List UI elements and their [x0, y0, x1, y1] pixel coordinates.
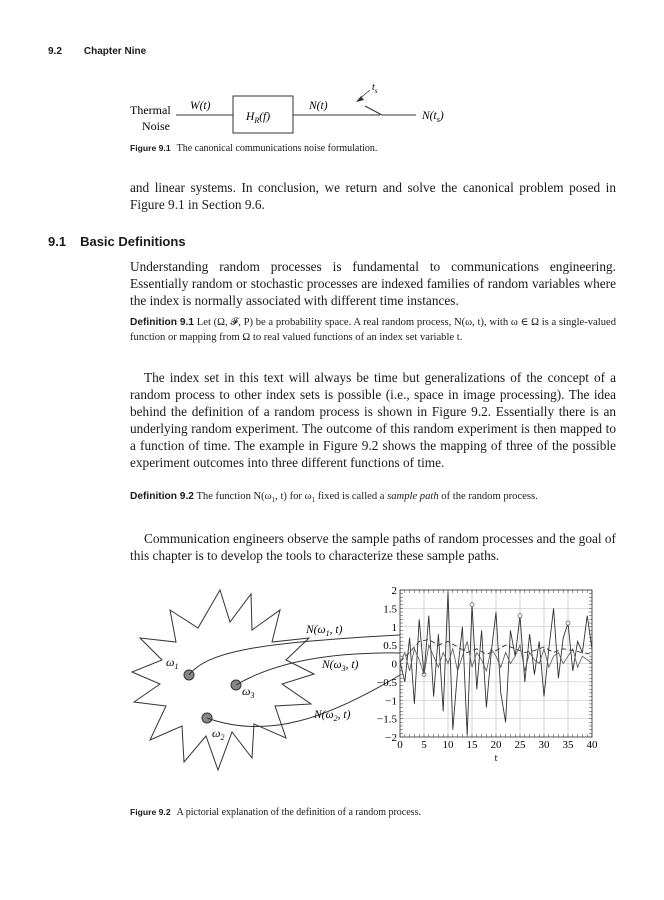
figure-9-1-caption — [130, 143, 377, 154]
omega3-label: $\omega_3$ — [242, 684, 255, 700]
caption-text: The canonical communications noise formulation. — [176, 143, 378, 154]
x-tick-label: 30 — [538, 739, 550, 751]
x-tick-label: 5 — [421, 739, 427, 751]
data-point — [566, 621, 570, 625]
y-tick-label: 1.5 — [383, 603, 397, 616]
data-point — [518, 614, 522, 618]
definition-label: Definition 9.2 — [130, 491, 194, 502]
y-tick-label: 0.5 — [383, 640, 397, 653]
omega1-label: $\omega_1$ — [166, 655, 179, 671]
page-number: 9.2 — [48, 46, 62, 57]
path1-label: $N(\omega_1$, t) — [306, 624, 343, 638]
caption-label: Figure 9.2 — [130, 807, 171, 817]
x-tick-label: 10 — [442, 739, 454, 751]
chapter-title: Chapter Nine — [83, 46, 147, 57]
y-tick-label: 2 — [391, 585, 397, 597]
x-tick-label: 20 — [490, 739, 502, 751]
section-title: Basic Definitions — [80, 234, 186, 249]
running-head — [48, 46, 146, 57]
noise-label: Noise — [142, 119, 170, 133]
definition-9-2: Definition 9.2 The function $N(\omega_1$, t) for $\omega_1$ fixed is called a sample path of the random process. — [130, 491, 538, 505]
data-point — [470, 603, 474, 607]
y-tick-label: 1 — [391, 621, 397, 634]
paragraph-index-set: The index set in this text will always be time but generalizations of the concept of a random process to other index sets is possible (i.e., space in image processing). The idea behind the definition of a random process is shown in Figure 9.2. Essentially there is an underlying random experiment. The outcome of this random experiment is then mapped to a function of time. The example in Figure 9.2 shows the mapping of three of the possible experiment outcomes into three different functions of time. — [130, 370, 616, 470]
thermal-label: Thermal — [130, 103, 171, 117]
sampler-time-label: $t_s$ — [372, 82, 378, 95]
y-tick-label: −2 — [385, 732, 397, 744]
section-number: 9.1 — [48, 234, 67, 249]
x-axis-label: t — [494, 753, 498, 764]
figure-9-1-diagram — [120, 80, 480, 140]
y-tick-label: −0.5 — [377, 676, 397, 689]
y-tick-label: −1.5 — [377, 713, 397, 726]
x-tick-label: 35 — [562, 739, 574, 751]
definition-text: Let (Ω, 𝓕, P) be a probability space. A real random process, N(ω, t), with ω ∈ Ω is a single-valued function or mapping from Ω to real valued functions of an index set variable t. — [130, 317, 616, 343]
x-tick-label: 25 — [514, 739, 526, 751]
filter-label: $H_R(f)$ — [246, 111, 271, 125]
caption-text: A pictorial explanation of the definition of a random process. — [176, 807, 421, 818]
path2-label: $N(\omega_2$, t) — [314, 709, 351, 723]
paragraph-random-processes: Understanding random processes is fundamental to communications engineering. Essentially random or stochastic processes are indexed families of random variables where the index is normally associated with different time instances. — [130, 259, 616, 308]
sample-path-chart — [377, 585, 598, 764]
y-tick-label: 0 — [391, 658, 397, 671]
omega2-label: $\omega_2$ — [212, 726, 225, 742]
paragraph-intro-end: and linear systems. In conclusion, we return and solve the canonical problem posed in Figure 9.1 in Section 9.6. — [130, 180, 616, 212]
w-signal-label: W(t) — [190, 100, 211, 112]
figure-9-2 — [128, 580, 608, 802]
x-tick-label: 40 — [586, 739, 598, 751]
sampler-arrowhead — [356, 96, 364, 102]
n-signal-label: N(t) — [309, 100, 328, 112]
sample-space-starburst — [132, 590, 314, 770]
sampler-switch — [365, 106, 382, 115]
output-label: $N(t_s)$ — [422, 110, 444, 124]
x-tick-label: 15 — [466, 739, 478, 751]
y-tick-label: −1 — [385, 695, 397, 708]
x-tick-label: 0 — [397, 739, 403, 751]
figure-9-2-caption — [130, 807, 421, 818]
definition-9-1 — [130, 315, 616, 345]
paragraph-sample-paths: Communication engineers observe the sample paths of random processes and the goal of this chapter is to develop the tools to characterize these sample paths. — [130, 531, 616, 563]
definition-label: Definition 9.1 — [130, 317, 195, 328]
caption-label: Figure 9.1 — [130, 143, 171, 153]
section-heading — [48, 234, 186, 249]
path3-label: $N(\omega_3$, t) — [322, 659, 359, 673]
